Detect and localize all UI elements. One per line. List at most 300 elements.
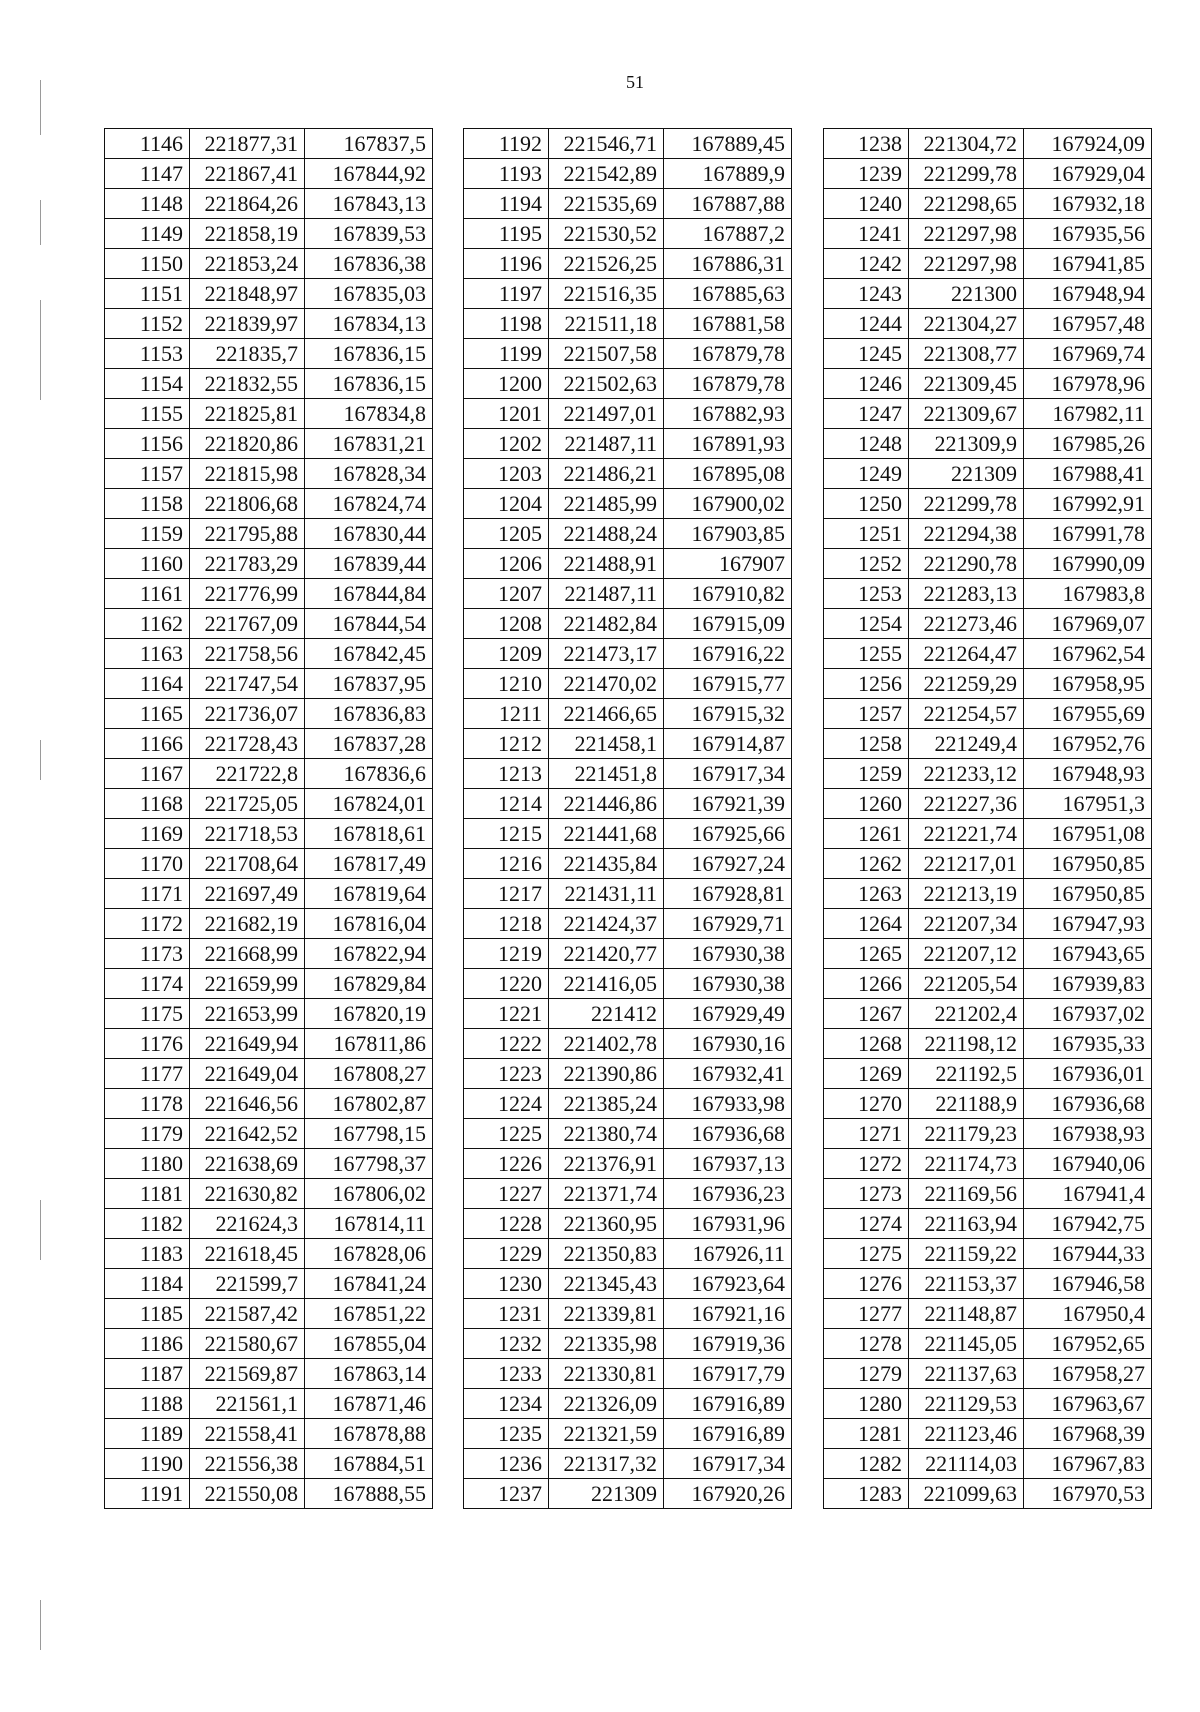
table-row [824,429,1152,459]
y-coordinate-cell: 167916,89 [664,1419,792,1449]
table-row [105,1329,433,1359]
y-coordinate-cell: 167828,34 [305,459,433,489]
table-row [105,819,433,849]
point-number-cell: 1223 [464,1059,549,1089]
y-coordinate-cell: 167806,02 [305,1179,433,1209]
x-coordinate-cell: 221848,97 [190,279,305,309]
x-coordinate-cell: 221326,09 [549,1389,664,1419]
y-coordinate-cell: 167881,58 [664,309,792,339]
y-coordinate-cell: 167929,04 [1024,159,1152,189]
y-coordinate-cell: 167932,18 [1024,189,1152,219]
y-coordinate-cell: 167888,55 [305,1479,433,1509]
point-number-cell: 1209 [464,639,549,669]
y-coordinate-cell: 167811,86 [305,1029,433,1059]
table-row [105,1239,433,1269]
point-number-cell: 1175 [105,999,190,1029]
x-coordinate-cell: 221233,12 [909,759,1024,789]
y-coordinate-cell: 167930,38 [664,969,792,999]
table-row [105,939,433,969]
table-row [824,729,1152,759]
x-coordinate-cell: 221776,99 [190,579,305,609]
point-number-cell: 1254 [824,609,909,639]
table-row [105,1209,433,1239]
point-number-cell: 1214 [464,789,549,819]
point-number-cell: 1225 [464,1119,549,1149]
table-row [824,1269,1152,1299]
point-number-cell: 1173 [105,939,190,969]
table-row [464,189,792,219]
point-number-cell: 1253 [824,579,909,609]
y-coordinate-cell: 167937,13 [664,1149,792,1179]
x-coordinate-cell: 221795,88 [190,519,305,549]
y-coordinate-cell: 167936,23 [664,1179,792,1209]
table-row [824,129,1152,159]
table-row [105,339,433,369]
point-number-cell: 1226 [464,1149,549,1179]
table-row [464,789,792,819]
y-coordinate-cell: 167931,96 [664,1209,792,1239]
point-number-cell: 1180 [105,1149,190,1179]
x-coordinate-cell: 221299,78 [909,489,1024,519]
point-number-cell: 1240 [824,189,909,219]
y-coordinate-cell: 167836,6 [305,759,433,789]
x-coordinate-cell: 221561,1 [190,1389,305,1419]
x-coordinate-cell: 221758,56 [190,639,305,669]
x-coordinate-cell: 221221,74 [909,819,1024,849]
x-coordinate-cell: 221530,52 [549,219,664,249]
point-number-cell: 1252 [824,549,909,579]
point-number-cell: 1218 [464,909,549,939]
x-coordinate-cell: 221299,78 [909,159,1024,189]
x-coordinate-cell: 221309,67 [909,399,1024,429]
y-coordinate-cell: 167824,01 [305,789,433,819]
table-row [105,1299,433,1329]
y-coordinate-cell: 167837,5 [305,129,433,159]
table-row [464,1179,792,1209]
y-coordinate-cell: 167948,94 [1024,279,1152,309]
y-coordinate-cell: 167957,48 [1024,309,1152,339]
point-number-cell: 1195 [464,219,549,249]
table-row [464,1449,792,1479]
x-coordinate-cell: 221507,58 [549,339,664,369]
table-row [105,999,433,1029]
point-number-cell: 1236 [464,1449,549,1479]
point-number-cell: 1255 [824,639,909,669]
table-row [464,1299,792,1329]
table-row [824,579,1152,609]
point-number-cell: 1199 [464,339,549,369]
table-row [105,1449,433,1479]
point-number-cell: 1186 [105,1329,190,1359]
table-row [464,669,792,699]
table-row [105,489,433,519]
point-number-cell: 1208 [464,609,549,639]
table-row [105,1389,433,1419]
x-coordinate-cell: 221550,08 [190,1479,305,1509]
x-coordinate-cell: 221371,74 [549,1179,664,1209]
y-coordinate-cell: 167947,93 [1024,909,1152,939]
point-number-cell: 1272 [824,1149,909,1179]
x-coordinate-cell: 221487,11 [549,579,664,609]
x-coordinate-cell: 221487,11 [549,429,664,459]
table-row [464,549,792,579]
x-coordinate-cell: 221653,99 [190,999,305,1029]
y-coordinate-cell: 167907 [664,549,792,579]
x-coordinate-cell: 221747,54 [190,669,305,699]
y-coordinate-cell: 167985,26 [1024,429,1152,459]
table-row [105,249,433,279]
y-coordinate-cell: 167992,91 [1024,489,1152,519]
y-coordinate-cell: 167921,16 [664,1299,792,1329]
x-coordinate-cell: 221526,25 [549,249,664,279]
point-number-cell: 1213 [464,759,549,789]
x-coordinate-cell: 221558,41 [190,1419,305,1449]
y-coordinate-cell: 167802,87 [305,1089,433,1119]
table-row [464,459,792,489]
table-row [824,1149,1152,1179]
table-row [824,459,1152,489]
point-number-cell: 1207 [464,579,549,609]
y-coordinate-cell: 167879,78 [664,339,792,369]
table-row [464,1359,792,1389]
y-coordinate-cell: 167967,83 [1024,1449,1152,1479]
point-number-cell: 1190 [105,1449,190,1479]
y-coordinate-cell: 167930,38 [664,939,792,969]
y-coordinate-cell: 167946,58 [1024,1269,1152,1299]
x-coordinate-cell: 221350,83 [549,1239,664,1269]
x-coordinate-cell: 221335,98 [549,1329,664,1359]
x-coordinate-cell: 221646,56 [190,1089,305,1119]
x-coordinate-cell: 221360,95 [549,1209,664,1239]
point-number-cell: 1155 [105,399,190,429]
table-row [105,219,433,249]
table-row [824,219,1152,249]
scan-margin-mark [40,740,41,780]
x-coordinate-cell: 221488,91 [549,549,664,579]
x-coordinate-cell: 221736,07 [190,699,305,729]
y-coordinate-cell: 167844,54 [305,609,433,639]
point-number-cell: 1171 [105,879,190,909]
point-number-cell: 1232 [464,1329,549,1359]
x-coordinate-cell: 221227,36 [909,789,1024,819]
table-row [105,1059,433,1089]
x-coordinate-cell: 221832,55 [190,369,305,399]
x-coordinate-cell: 221202,4 [909,999,1024,1029]
y-coordinate-cell: 167955,69 [1024,699,1152,729]
point-number-cell: 1200 [464,369,549,399]
x-coordinate-cell: 221806,68 [190,489,305,519]
x-coordinate-cell: 221618,45 [190,1239,305,1269]
x-coordinate-cell: 221345,43 [549,1269,664,1299]
y-coordinate-cell: 167837,28 [305,729,433,759]
point-number-cell: 1229 [464,1239,549,1269]
table-row [824,939,1152,969]
x-coordinate-cell: 221114,03 [909,1449,1024,1479]
table-row [464,1149,792,1179]
point-number-cell: 1260 [824,789,909,819]
x-coordinate-cell: 221123,46 [909,1419,1024,1449]
table-row [824,189,1152,219]
y-coordinate-cell: 167916,89 [664,1389,792,1419]
point-number-cell: 1181 [105,1179,190,1209]
x-coordinate-cell: 221213,19 [909,879,1024,909]
x-coordinate-cell: 221290,78 [909,549,1024,579]
x-coordinate-cell: 221697,49 [190,879,305,909]
x-coordinate-cell: 221516,35 [549,279,664,309]
point-number-cell: 1264 [824,909,909,939]
point-number-cell: 1153 [105,339,190,369]
point-number-cell: 1221 [464,999,549,1029]
y-coordinate-cell: 167889,45 [664,129,792,159]
y-coordinate-cell: 167836,38 [305,249,433,279]
table-row [464,639,792,669]
x-coordinate-cell: 221163,94 [909,1209,1024,1239]
table-row [105,579,433,609]
scan-margin-mark [40,200,41,245]
table-row [464,1239,792,1269]
y-coordinate-cell: 167938,93 [1024,1119,1152,1149]
point-number-cell: 1179 [105,1119,190,1149]
y-coordinate-cell: 167936,68 [664,1119,792,1149]
point-number-cell: 1211 [464,699,549,729]
table-row [464,909,792,939]
table-row [105,759,433,789]
y-coordinate-cell: 167839,53 [305,219,433,249]
table-row [824,999,1152,1029]
y-coordinate-cell: 167834,8 [305,399,433,429]
point-number-cell: 1198 [464,309,549,339]
x-coordinate-cell: 221638,69 [190,1149,305,1179]
point-number-cell: 1219 [464,939,549,969]
y-coordinate-cell: 167798,37 [305,1149,433,1179]
point-number-cell: 1263 [824,879,909,909]
coordinates-table-1 [104,128,433,1509]
y-coordinate-cell: 167916,22 [664,639,792,669]
point-number-cell: 1280 [824,1389,909,1419]
y-coordinate-cell: 167844,92 [305,159,433,189]
point-number-cell: 1148 [105,189,190,219]
scan-margin-mark [40,300,41,400]
y-coordinate-cell: 167932,41 [664,1059,792,1089]
x-coordinate-cell: 221441,68 [549,819,664,849]
point-number-cell: 1176 [105,1029,190,1059]
scan-margin-mark [40,1200,41,1260]
x-coordinate-cell: 221825,81 [190,399,305,429]
y-coordinate-cell: 167941,4 [1024,1179,1152,1209]
point-number-cell: 1217 [464,879,549,909]
x-coordinate-cell: 221497,01 [549,399,664,429]
y-coordinate-cell: 167933,98 [664,1089,792,1119]
x-coordinate-cell: 221179,23 [909,1119,1024,1149]
x-coordinate-cell: 221129,53 [909,1389,1024,1419]
y-coordinate-cell: 167834,13 [305,309,433,339]
y-coordinate-cell: 167951,3 [1024,789,1152,819]
point-number-cell: 1147 [105,159,190,189]
x-coordinate-cell: 221435,84 [549,849,664,879]
x-coordinate-cell: 221298,65 [909,189,1024,219]
point-number-cell: 1283 [824,1479,909,1509]
point-number-cell: 1247 [824,399,909,429]
table-row [824,339,1152,369]
table-row [105,729,433,759]
y-coordinate-cell: 167936,01 [1024,1059,1152,1089]
table-row [824,489,1152,519]
point-number-cell: 1274 [824,1209,909,1239]
table-row [464,999,792,1029]
table-row [824,549,1152,579]
point-number-cell: 1276 [824,1269,909,1299]
y-coordinate-cell: 167990,09 [1024,549,1152,579]
y-coordinate-cell: 167816,04 [305,909,433,939]
point-number-cell: 1154 [105,369,190,399]
y-coordinate-cell: 167903,85 [664,519,792,549]
point-number-cell: 1167 [105,759,190,789]
point-number-cell: 1188 [105,1389,190,1419]
x-coordinate-cell: 221718,53 [190,819,305,849]
y-coordinate-cell: 167962,54 [1024,639,1152,669]
table-row [105,1419,433,1449]
x-coordinate-cell: 221511,18 [549,309,664,339]
point-number-cell: 1257 [824,699,909,729]
y-coordinate-cell: 167935,33 [1024,1029,1152,1059]
table-row [824,1179,1152,1209]
point-number-cell: 1193 [464,159,549,189]
y-coordinate-cell: 167930,16 [664,1029,792,1059]
point-number-cell: 1163 [105,639,190,669]
y-coordinate-cell: 167841,24 [305,1269,433,1299]
table-row [464,1029,792,1059]
x-coordinate-cell: 221482,84 [549,609,664,639]
x-coordinate-cell: 221249,4 [909,729,1024,759]
point-number-cell: 1256 [824,669,909,699]
table-row [105,1149,433,1179]
y-coordinate-cell: 167879,78 [664,369,792,399]
x-coordinate-cell: 221624,3 [190,1209,305,1239]
x-coordinate-cell: 221853,24 [190,249,305,279]
y-coordinate-cell: 167878,88 [305,1419,433,1449]
point-number-cell: 1228 [464,1209,549,1239]
table-row [464,399,792,429]
y-coordinate-cell: 167915,09 [664,609,792,639]
table-row [464,519,792,549]
point-number-cell: 1174 [105,969,190,999]
x-coordinate-cell: 221488,24 [549,519,664,549]
table-row [464,879,792,909]
y-coordinate-cell: 167855,04 [305,1329,433,1359]
y-coordinate-cell: 167836,15 [305,369,433,399]
x-coordinate-cell: 221542,89 [549,159,664,189]
table-row [464,729,792,759]
table-row [105,639,433,669]
x-coordinate-cell: 221835,7 [190,339,305,369]
point-number-cell: 1237 [464,1479,549,1509]
x-coordinate-cell: 221207,12 [909,939,1024,969]
point-number-cell: 1165 [105,699,190,729]
y-coordinate-cell: 167919,36 [664,1329,792,1359]
table-row [824,1449,1152,1479]
table-row [824,609,1152,639]
y-coordinate-cell: 167927,24 [664,849,792,879]
point-number-cell: 1184 [105,1269,190,1299]
point-number-cell: 1261 [824,819,909,849]
x-coordinate-cell: 221682,19 [190,909,305,939]
y-coordinate-cell: 167950,85 [1024,879,1152,909]
point-number-cell: 1271 [824,1119,909,1149]
table-row [464,819,792,849]
point-number-cell: 1241 [824,219,909,249]
point-number-cell: 1156 [105,429,190,459]
point-number-cell: 1161 [105,579,190,609]
y-coordinate-cell: 167928,81 [664,879,792,909]
point-number-cell: 1238 [824,129,909,159]
y-coordinate-cell: 167819,64 [305,879,433,909]
x-coordinate-cell: 221470,02 [549,669,664,699]
table-row [824,1239,1152,1269]
x-coordinate-cell: 221556,38 [190,1449,305,1479]
page-number: 51 [626,72,644,92]
y-coordinate-cell: 167982,11 [1024,399,1152,429]
table-row [824,1119,1152,1149]
table-row [824,1209,1152,1239]
x-coordinate-cell: 221145,05 [909,1329,1024,1359]
table-row [464,1209,792,1239]
table-row [464,129,792,159]
table-row [824,1329,1152,1359]
point-number-cell: 1245 [824,339,909,369]
y-coordinate-cell: 167822,94 [305,939,433,969]
y-coordinate-cell: 167829,84 [305,969,433,999]
point-number-cell: 1210 [464,669,549,699]
x-coordinate-cell: 221722,8 [190,759,305,789]
y-coordinate-cell: 167951,08 [1024,819,1152,849]
x-coordinate-cell: 221466,65 [549,699,664,729]
x-coordinate-cell: 221877,31 [190,129,305,159]
y-coordinate-cell: 167917,34 [664,1449,792,1479]
x-coordinate-cell: 221309,9 [909,429,1024,459]
table-row [824,879,1152,909]
table-row [824,399,1152,429]
table-row [464,1059,792,1089]
table-row [824,699,1152,729]
table-row [824,1419,1152,1449]
coordinates-table-3 [823,128,1152,1509]
point-number-cell: 1187 [105,1359,190,1389]
table-row [105,1029,433,1059]
table-row [824,519,1152,549]
y-coordinate-cell: 167940,06 [1024,1149,1152,1179]
y-coordinate-cell: 167851,22 [305,1299,433,1329]
x-coordinate-cell: 221304,72 [909,129,1024,159]
y-coordinate-cell: 167921,39 [664,789,792,819]
x-coordinate-cell: 221815,98 [190,459,305,489]
y-coordinate-cell: 167836,15 [305,339,433,369]
x-coordinate-cell: 221820,86 [190,429,305,459]
table-row [105,429,433,459]
point-number-cell: 1172 [105,909,190,939]
x-coordinate-cell: 221174,73 [909,1149,1024,1179]
point-number-cell: 1212 [464,729,549,759]
point-number-cell: 1262 [824,849,909,879]
x-coordinate-cell: 221535,69 [549,189,664,219]
table-row [105,549,433,579]
x-coordinate-cell: 221259,29 [909,669,1024,699]
point-number-cell: 1162 [105,609,190,639]
y-coordinate-cell: 167950,85 [1024,849,1152,879]
x-coordinate-cell: 221264,47 [909,639,1024,669]
y-coordinate-cell: 167944,33 [1024,1239,1152,1269]
table-row [105,1089,433,1119]
x-coordinate-cell: 221431,11 [549,879,664,909]
